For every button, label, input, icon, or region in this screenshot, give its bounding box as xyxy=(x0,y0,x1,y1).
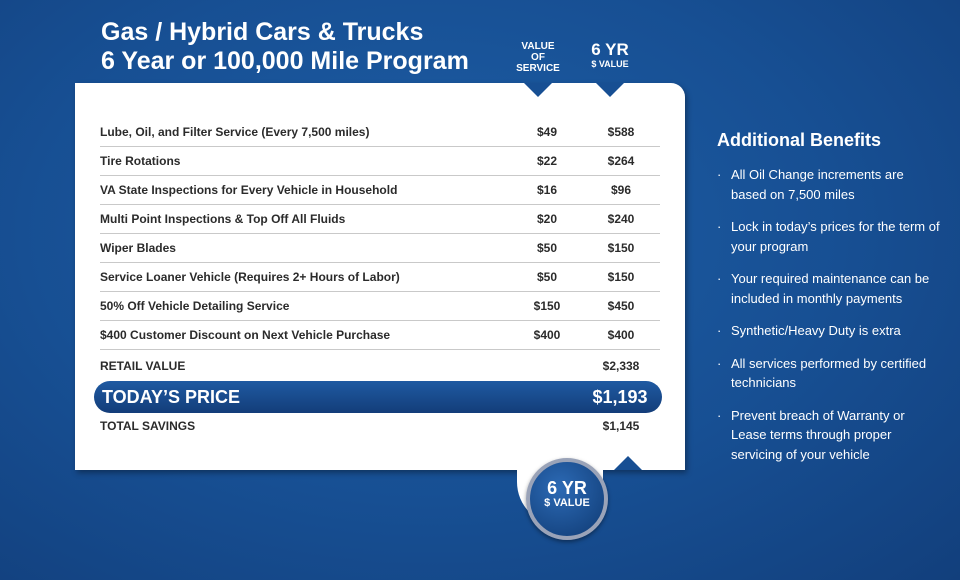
table-row xyxy=(100,118,660,147)
service-six-yr-value: $96 xyxy=(610,183,632,197)
service-six-yr-value: $588 xyxy=(607,125,635,139)
benefits-title: Additional Benefits xyxy=(717,130,882,150)
service-value: $50 xyxy=(536,241,558,255)
service-six-yr-value: $240 xyxy=(607,212,635,226)
bullet-icon: · xyxy=(717,355,722,371)
six-yr-header-big: 6 YR xyxy=(591,40,629,59)
six-yr-column-pointer xyxy=(596,83,624,97)
retail-value-amount: $2,338 xyxy=(602,359,640,373)
service-value: $150 xyxy=(533,299,561,313)
benefit-text: All Oil Change increments are based on 7,500 miles xyxy=(731,167,904,202)
service-value: $400 xyxy=(533,328,561,342)
title-line-1: Gas / Hybrid Cars & Trucks xyxy=(101,18,424,46)
todays-price-bar xyxy=(94,381,662,413)
table-row xyxy=(100,234,660,263)
list-item xyxy=(717,354,942,393)
total-savings-row xyxy=(100,419,660,433)
service-value: $16 xyxy=(536,183,558,197)
benefit-text: Lock in today’s prices for the term of your program xyxy=(731,219,940,254)
table-row xyxy=(100,321,660,350)
six-yr-value-header xyxy=(578,41,642,69)
vos-header-line-2: OF xyxy=(531,52,545,63)
service-description: Tire Rotations xyxy=(100,154,181,168)
service-value: $50 xyxy=(536,270,558,284)
card-bottom-notch xyxy=(614,456,642,470)
bullet-icon: · xyxy=(717,219,722,234)
list-item xyxy=(717,165,942,204)
bullet-icon: · xyxy=(717,323,722,338)
list-item xyxy=(717,406,942,465)
value-column-pointer xyxy=(524,83,552,97)
service-six-yr-value: $264 xyxy=(607,154,635,168)
service-six-yr-value: $450 xyxy=(607,299,635,313)
benefit-text: Synthetic/Heavy Duty is extra xyxy=(731,323,901,338)
benefits-list xyxy=(717,165,942,464)
bullet-icon: · xyxy=(717,407,722,423)
service-value: $20 xyxy=(536,212,558,226)
six-yr-header-small: $ VALUE xyxy=(591,59,629,69)
service-six-yr-value: $150 xyxy=(607,270,635,284)
total-savings-amount: $1,145 xyxy=(602,419,640,433)
bullet-icon: · xyxy=(717,167,722,182)
service-description: Service Loaner Vehicle (Requires 2+ Hours of Labor) xyxy=(100,270,400,284)
retail-value-label: RETAIL VALUE xyxy=(100,359,186,373)
six-yr-value-badge xyxy=(526,458,608,540)
list-item xyxy=(717,269,942,308)
vos-header-line-1: VALUE xyxy=(521,41,555,52)
table-row xyxy=(100,205,660,234)
table-row xyxy=(100,263,660,292)
service-description: Multi Point Inspections & Top Off All Fluids xyxy=(100,212,346,226)
value-of-service-header xyxy=(508,41,568,74)
bullet-icon: · xyxy=(717,271,722,286)
page-title xyxy=(101,18,469,76)
services-table xyxy=(100,118,660,350)
badge-big-text: 6 YR xyxy=(547,478,587,498)
service-six-yr-value: $400 xyxy=(607,328,635,342)
benefit-text: Your required maintenance can be included in monthly payments xyxy=(731,271,930,306)
todays-price-label: TODAY’S PRICE xyxy=(102,386,241,407)
benefit-text: Prevent breach of Warranty or Lease terms through proper servicing of your vehicle xyxy=(731,407,905,462)
vos-header-line-3: SERVICE xyxy=(516,63,560,74)
service-description: Wiper Blades xyxy=(100,241,176,255)
service-description: Lube, Oil, and Filter Service (Every 7,500 miles) xyxy=(100,125,370,139)
total-savings-label: TOTAL SAVINGS xyxy=(100,419,196,433)
service-six-yr-value: $150 xyxy=(607,241,635,255)
list-item xyxy=(717,217,942,256)
service-description: VA State Inspections for Every Vehicle in Household xyxy=(100,183,398,197)
service-value: $49 xyxy=(536,125,558,139)
service-value: $22 xyxy=(536,154,558,168)
title-line-2: 6 Year or 100,000 Mile Program xyxy=(101,47,469,75)
table-row xyxy=(100,147,660,176)
table-row xyxy=(100,292,660,321)
table-row xyxy=(100,176,660,205)
todays-price-amount: $1,193 xyxy=(592,386,648,407)
service-description: 50% Off Vehicle Detailing Service xyxy=(100,299,290,313)
service-description: $400 Customer Discount on Next Vehicle Purchase xyxy=(100,328,391,342)
benefit-text: All services performed by certified technicians xyxy=(731,355,927,390)
badge-small-text: $ VALUE xyxy=(544,497,590,509)
list-item xyxy=(717,321,942,341)
additional-benefits-panel xyxy=(717,130,942,477)
retail-value-row xyxy=(100,359,660,373)
